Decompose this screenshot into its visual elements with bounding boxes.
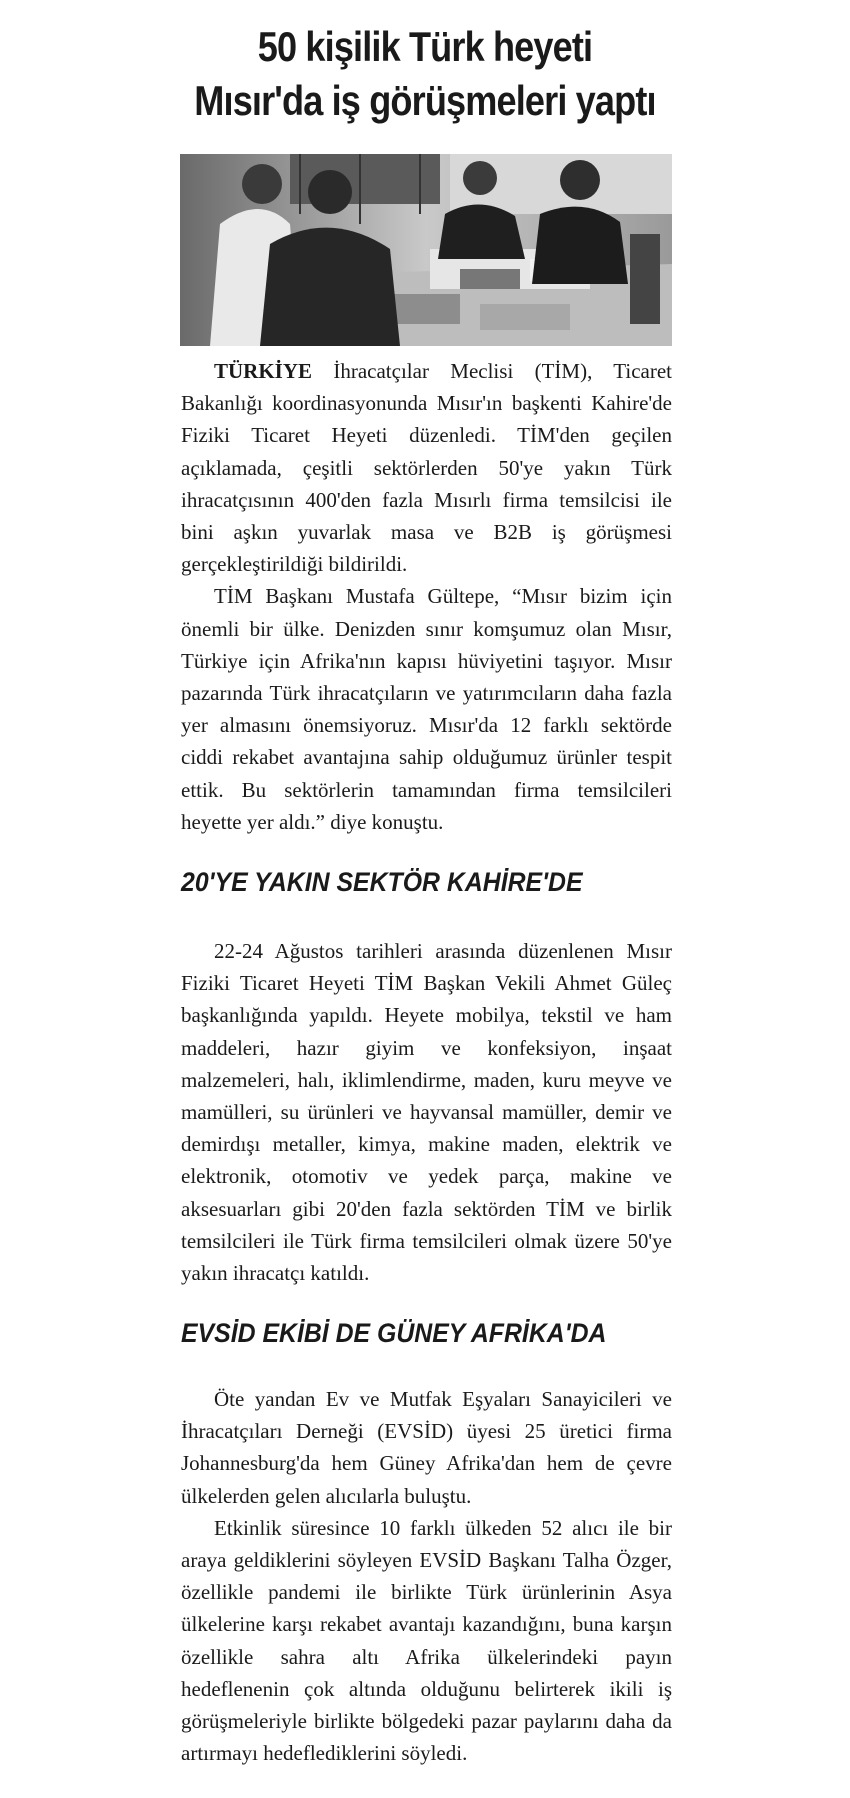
paragraph-2: TİM Başkanı Mustafa Gültepe, “Mısır bizim için önemli bir ülke. Denizden sınır komşumuz olan Mısır, Türkiye için Afrika'nın kapısı hüviyetini taşıyor. Mısır pazarında Türk ihracatçıların ve yatırımcıların daha fazla yer almasını önemsiyoruz. Mısır'da 12 farklı sektörde ciddi rekabet avantajına sahip olduğumuz ürünler tespit ettik. Bu sektörlerin tamamından firma temsilcileri heyette yer aldı.” diye konuştu. [181,584,672,834]
intro-lead: TÜRKİYE [214,359,313,383]
article-body-part2 [181,935,672,1289]
article-body-part3 [181,1383,672,1769]
intro-paragraph [181,355,672,580]
article-body-part1 [181,355,672,838]
paragraph-4: Öte yandan Ev ve Mutfak Eşyaları Sanayicileri ve İhracatçıları Derneği (EVSİD) üyesi 25 üretici firma Johannesburg'da hem Güney Afrika'dan hem de çevre ülkelerden gelen alıcılarla buluştu. [181,1387,672,1508]
headline-line-1: 50 kişilik Türk heyeti [257,23,593,70]
paragraph-3: 22-24 Ağustos tarihleri arasında düzenlenen Mısır Fiziki Ticaret Heyeti TİM Başkan Vekili Ahmet Güleç başkanlığında yapıldı. Heyete mobilya, tekstil ve ham maddeleri, hazır giyim ve konfeksiyon, inşaat malzemeleri, halı, iklimlendirme, maden, kuru meyve ve mamülleri, su ürünleri ve hayvansal mamüller, demir ve demirdışı metaller, kimya, makine maden, elektrik ve elektronik, otomotiv ve yedek parça, makine ve aksesuarları gibi 20'den fazla sektörden TİM ve birlik temsilcileri ile Türk firma temsilcileri olmak üzere 50'ye yakın ihracatçı katıldı. [181,939,672,1286]
intro-text: İhracatçılar Meclisi (TİM), Ticaret Bakanlığı koordinasyonunda Mısır'ın başkenti Kahire'de Fiziki Ticaret Heyeti düzenledi. TİM'den geçilen açıklamada, çeşitli sektörlerden 50'ye yakın Türk ihracatçısının 400'den fazla Mısırlı firma temsilcisi ile bini aşkın yuvarlak masa ve B2B iş görüşmesi gerçekleştirildiği bildirildi. [181,359,672,577]
photo-illustration [180,154,672,346]
headline-line-2: Mısır'da iş görüşmeleri yaptı [194,77,656,124]
subheading-1: 20'YE YAKIN SEKTÖR KAHİRE'DE [181,867,583,897]
headline [0,20,850,128]
business-meeting-photo [180,154,672,346]
paragraph-5: Etkinlik süresince 10 farklı ülkeden 52 alıcı ile bir araya geldiklerini söyleyen EVSİD Başkanı Talha Özger, özellikle pandemi ile birlikte Türk ürünlerinin Asya ülkelerine karşı rekabet avantajı kazandığını, buna karşın özellikle sahra altı Afrika ülkelerindeki payın hedeflenenin çok altında olduğunu belirterek ikili iş görüşmeleriyle birlikte bölgedeki pazar paylarını daha da artırmayı hedeflediklerini söyledi. [181,1515,672,1766]
subheading-2: EVSİD EKİBİ DE GÜNEY AFRİKA'DA [181,1318,607,1348]
